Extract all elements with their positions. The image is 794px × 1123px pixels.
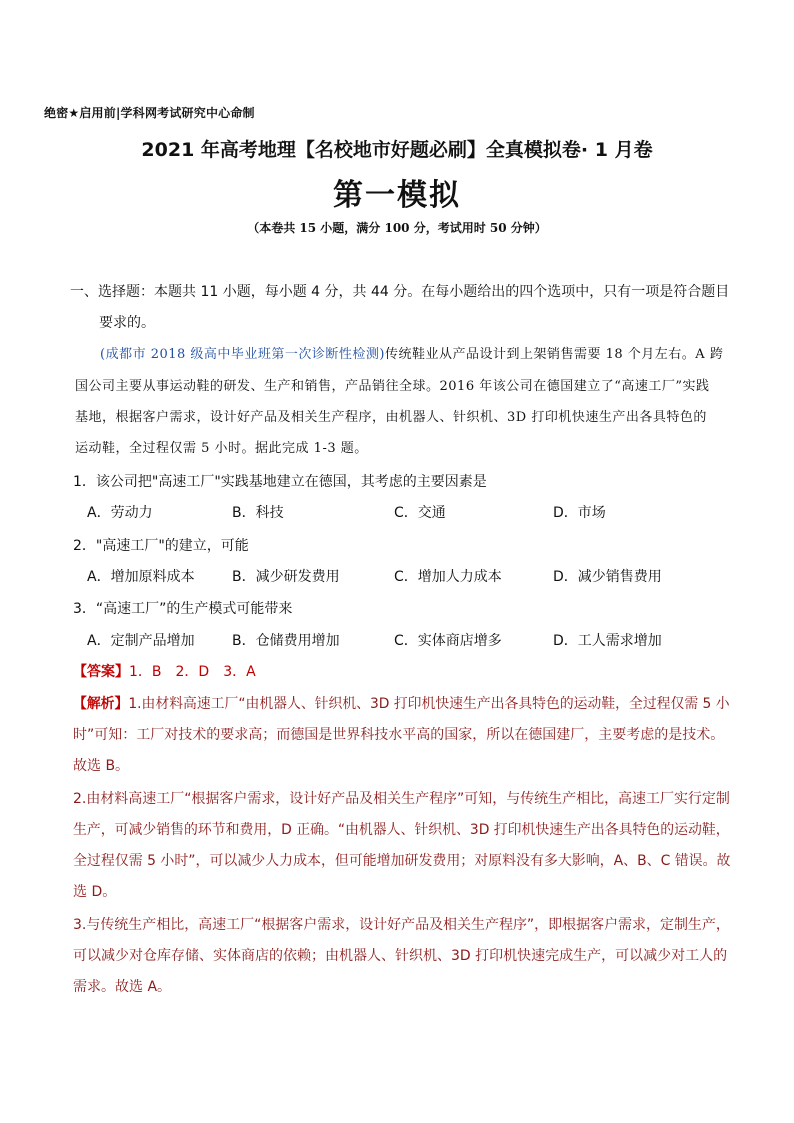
scoring-note: （本卷共 15 小题，满分 100 分，考试用时 50 分钟）: [247, 221, 547, 235]
section-instructions-line2: 要求的。: [99, 315, 155, 331]
question-1-option-d: D．市场: [553, 505, 606, 521]
material-source: (成都市 2018 级高中毕业班第一次诊断性检测): [100, 347, 385, 362]
analysis-p2-line2: 生产，可减少销售的环节和费用，D 正确。“由机器人、针织机、3D 打印机快速生产出各具特色的运动鞋，: [73, 822, 730, 838]
question-3-stem: 3．“高速工厂”的生产模式可能带来: [73, 601, 293, 617]
question-2-option-b: B．减少研发费用: [232, 569, 340, 585]
question-1-option-c: C．交通: [394, 505, 446, 521]
question-2-stem: 2．"高速工厂"的建立，可能: [73, 538, 249, 554]
exam-title: 2021 年高考地理【名校地市好题必刷】全真模拟卷· 1 月卷: [141, 139, 653, 161]
analysis-p3-line2: 可以减少对仓库存储、实体商店的依赖；由机器人、针织机、3D 打印机快速完成生产，可以减少对工人的: [73, 948, 728, 964]
analysis-p3-line3: 需求。故选 A。: [73, 979, 172, 995]
question-1-option-a: A．劳动力: [87, 505, 153, 521]
question-1-stem: 1．该公司把"高速工厂"实践基地建立在德国，其考虑的主要因素是: [73, 474, 487, 490]
section-instructions-line1: 一、选择题：本题共 11 小题，每小题 4 分，共 44 分。在每小题给出的四个选项中，只有一项是符合题目: [70, 284, 730, 300]
analysis-p1-line1-text: 1.由材料高速工厂“由机器人、针织机、3D 打印机快速生产出各具特色的运动鞋，全过程仅需 5 小: [128, 696, 730, 712]
question-3-option-a: A．定制产品增加: [87, 633, 195, 649]
question-2-option-d: D．减少销售费用: [553, 569, 662, 585]
analysis-p2-line1: 2.由材料高速工厂“根据客户需求，设计好产品及相关生产程序”可知，与传统生产相比，高速工厂实行定制: [73, 791, 730, 807]
exam-subtitle: 第一模拟: [333, 178, 461, 213]
analysis-label: 【解析】: [73, 696, 129, 712]
material-line4: 运动鞋，全过程仅需 5 小时。据此完成 1-3 题。: [75, 441, 368, 456]
question-1-option-b: B．科技: [232, 505, 284, 521]
answer-line: [73, 662, 256, 682]
material-line1: [100, 345, 723, 365]
analysis-p1-line1: [73, 694, 730, 714]
analysis-p1-line3: 故选 B。: [73, 758, 130, 774]
answer-label: 【答案】: [73, 664, 129, 680]
material-line3: 基地，根据客户需求，设计好产品及相关生产程序，由机器人、针织机、3D 打印机快速生产出各具特色的: [75, 410, 707, 425]
question-2-option-a: A．增加原料成本: [87, 569, 195, 585]
question-3-option-d: D．工人需求增加: [553, 633, 662, 649]
analysis-p1-line2: 时”可知：工厂对技术的要求高；而德国是世界科技水平高的国家，所以在德国建厂，主要考虑的是技术。: [73, 727, 725, 743]
answer-text: 1．B 2．D 3．A: [129, 664, 256, 680]
analysis-p2-line3: 全过程仅需 5 小时”，可以减少人力成本，但可能增加研发费用；对原料没有多大影响，A、B、C 错误。故: [73, 853, 731, 869]
material-line1-text: 传统鞋业从产品设计到上架销售需要 18 个月左右。A 跨: [385, 347, 724, 362]
analysis-p2-line4: 选 D。: [73, 884, 117, 900]
question-3-option-b: B．仓储费用增加: [232, 633, 340, 649]
secret-note: 绝密★启用前|学科网考试研究中心命制: [44, 106, 255, 120]
analysis-p3-line1: 3.与传统生产相比，高速工厂“根据客户需求，设计好产品及相关生产程序”，即根据客户需求，定制生产，: [73, 917, 730, 933]
question-2-option-c: C．增加人力成本: [394, 569, 502, 585]
material-line2: 国公司主要从事运动鞋的研发、生产和销售，产品销往全球。2016 年该公司在德国建立了“高速工厂”实践: [75, 379, 710, 394]
question-3-option-c: C．实体商店增多: [394, 633, 502, 649]
